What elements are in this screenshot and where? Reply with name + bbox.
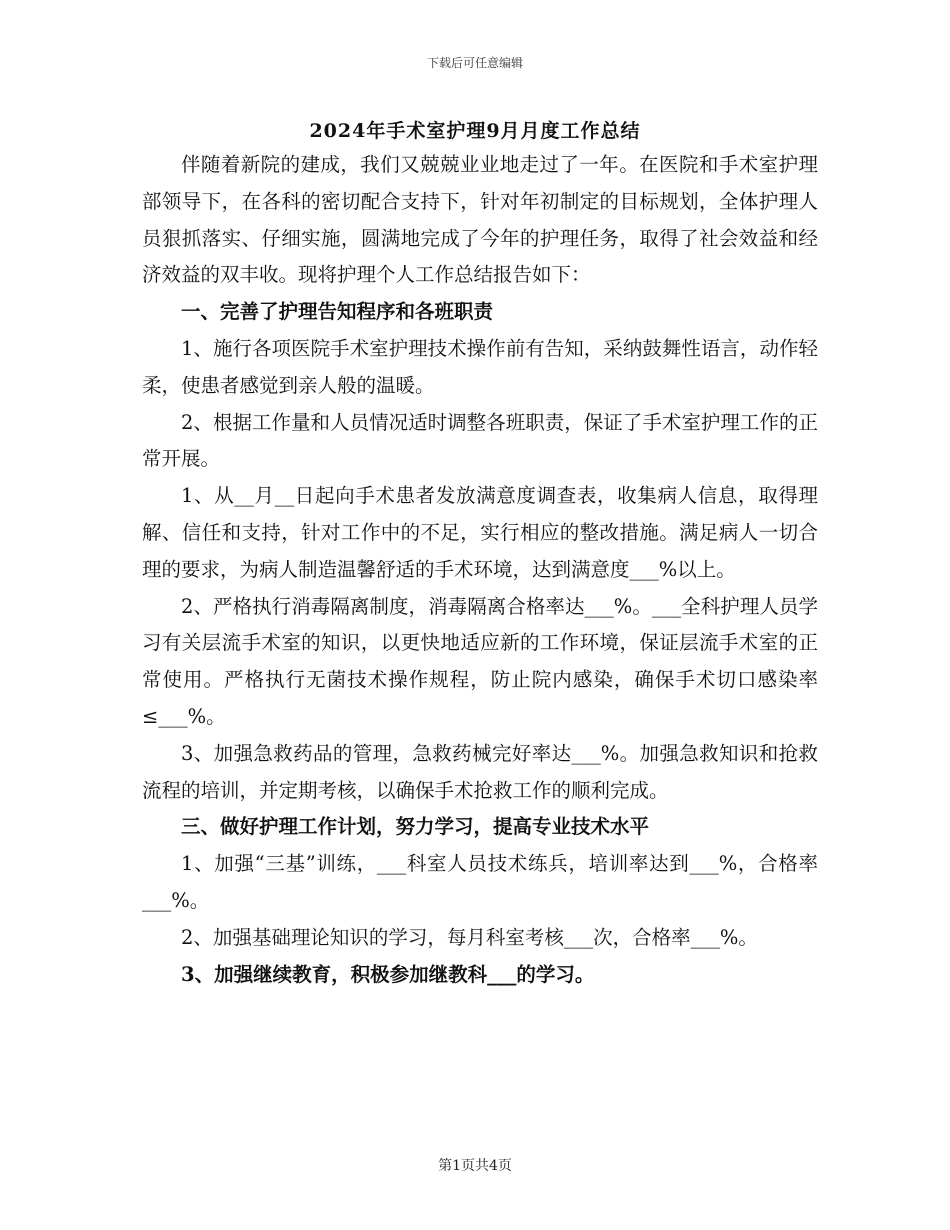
- paragraph-item: 2、根据工作量和人员情况适时调整各班职责，保证了手术室护理工作的正常开展。: [142, 410, 818, 471]
- intro-paragraph: 伴随着新院的建成，我们又兢兢业业地走过了一年。在医院和手术室护理部领导下，在各科的密切配合支持下，针对年初制定的目标规划，全体护理人员狠抓落实、仔细实施，圆满地完成了今年的护理任务，取得了社会效益和经济效益的双丰收。现将护理个人工作总结报告如下：: [142, 153, 818, 287]
- paragraph-item-bold: 3、加强继续教育，积极参加继教科___的学习。: [181, 962, 595, 986]
- section-heading-1: 一、完善了护理告知程序和各班职责: [181, 300, 494, 324]
- paragraph-item: 1、施行各项医院手术室护理技术操作前有告知，采纳鼓舞性语言，动作轻柔，使患者感觉到亲人般的温暖。: [142, 336, 818, 397]
- paragraph-item: 3、加强急救药品的管理，急救药械完好率达___%。加强急救知识和抢救流程的培训，并定期考核，以确保手术抢救工作的顺利完成。: [142, 741, 818, 802]
- page-number: 第1页共4页: [438, 1158, 512, 1174]
- header-note: 下载后可任意编辑: [426, 56, 523, 70]
- paragraph-item: 1、加强“三基”训练，___科室人员技术练兵，培训率达到___%，合格率___%。: [142, 852, 818, 912]
- section-heading-3: 三、做好护理工作计划，努力学习，提高专业技术水平: [181, 815, 650, 839]
- paragraph-item: 2、严格执行消毒隔离制度，消毒隔离合格率达___%。___全科护理人员学习有关层流手术室的知识，以更快地适应新的工作环境，保证层流手术室的正常使用。严格执行无菌技术操作规程，防止院内感染，确保手术切口感染率≤___%。: [142, 594, 818, 728]
- document-title: 2024年手术室护理9月月度工作总结: [309, 120, 641, 142]
- paragraph-item: 2、加强基础理论知识的学习，每月科室考核___次，合格率___%。: [181, 925, 758, 949]
- paragraph-item: 1、从__月__日起向手术患者发放满意度调查表，收集病人信息，取得理解、信任和支持，针对工作中的不足，实行相应的整改措施。满足病人一切合理的要求，为病人制造温馨舒适的手术环境，达到满意度___%以上。: [142, 484, 818, 581]
- document-body: [142, 147, 818, 993]
